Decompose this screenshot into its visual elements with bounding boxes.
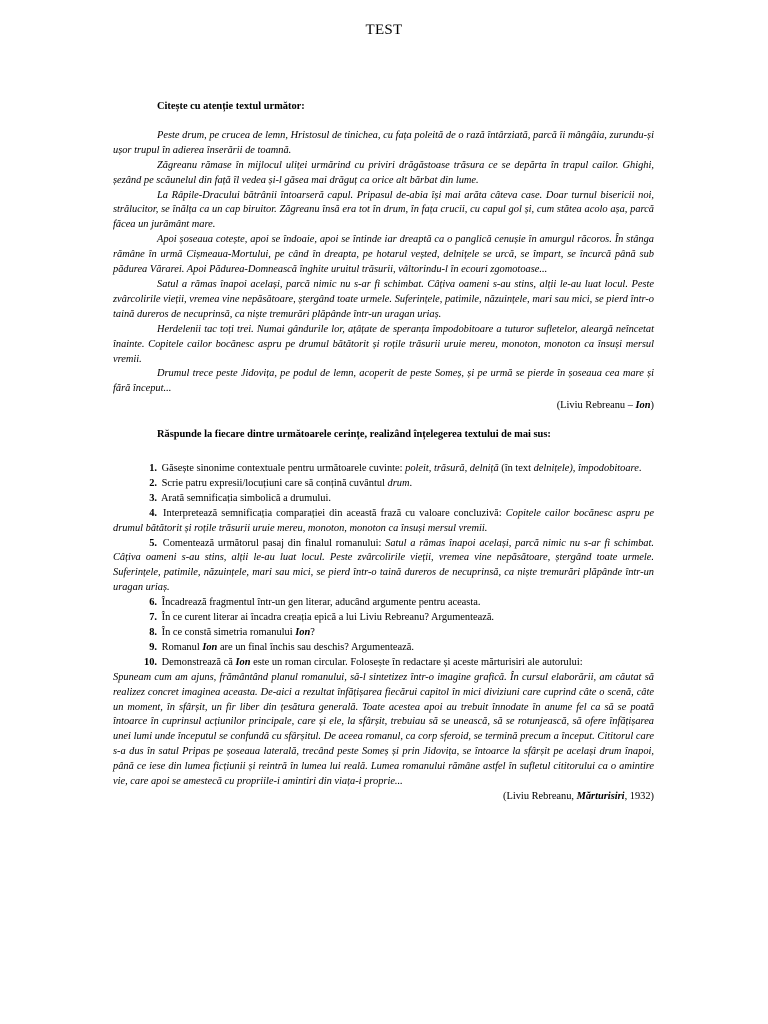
excerpt-paragraph: Peste drum, pe crucea de lemn, Hristosul de tinichea, cu fața poleită de o rază întârziată, parcă îi mângâia, zurundu-și ușor trupul în adierea înserării de toamnă. — [113, 129, 654, 156]
reading-instruction: Citește cu atenție textul următor: — [157, 101, 305, 112]
question-text: delnițele), împodobitoare — [533, 463, 639, 475]
question-item — [113, 656, 654, 671]
question-text: Comentează următorul pasaj din finalul romanului: — [162, 537, 386, 549]
questions-list — [113, 462, 654, 671]
excerpt-paragraph: Apoi șoseaua cotește, apoi se îndoaie, apoi se întinde iar dreaptă ca o panglică cenușie în amurgul răcoros. În stânga rămâne în urmă Cișmeaua-Mortului, pe când în dreapta, pe hotarul veșted, delnițele se urcă, se împart, se încurcă până sub pădurea Vărarei. Apoi Pădurea-Domnească înghite uruitul trăsurii, vâltorindu-l în ecouri zgomotoase... — [113, 234, 654, 276]
question-text: poleit, trăsură, delniță — [405, 463, 499, 475]
question-item — [113, 462, 654, 477]
questions-instruction: Răspunde la fiecare dintre următoarele cerințe, realizând înțelegerea textului de mai sus: — [157, 429, 551, 441]
question-item — [113, 477, 654, 492]
question-text: Încadrează fragmentul într-un gen literar, aducând argumente pentru aceasta. — [161, 597, 481, 609]
question-item — [113, 611, 654, 626]
quote-source — [113, 790, 654, 805]
quote-source-suffix: , 1932) — [624, 790, 654, 802]
excerpt-paragraph: Zăgreanu rămase în mijlocul uliței urmărind cu priviri drăgăstoase trăsura ce se depărta în trapul cailor. Ghighi, șezând pe scăunelul din față îl vedea și-l găsea mai drăguț ca orice alt bărbat din lume. — [113, 159, 654, 186]
question-text: Scrie patru expresii/locuțiuni care să conțină cuvântul — [161, 477, 388, 489]
question-text: Satul a rămas înapoi același, parcă nimic nu s-ar fi schimbat. Câțiva oameni s-au stins, alții le-au luat locul. Peste zvârcolirile vieții, vremea vine nepăsătoare, ștergând toate urmele. Suferințele, patimile, năzuințele, mari sau mici, se pierd într-o taină dureros de necuprinsă, ca niște tremurări plăpânde într-un uragan uriaș. — [113, 537, 654, 594]
question-number: 2. — [149, 477, 157, 489]
document-body — [113, 100, 654, 805]
question-text: drum — [387, 477, 410, 489]
source-prefix: (Liviu Rebreanu – — [556, 400, 636, 412]
question-item — [113, 507, 654, 537]
excerpt-paragraph: La Râpile-Dracului bătrânii întoarseră capul. Pripasul de-abia își mai arăta câteva case. Doar turnul bisericii noi, strălucitor, se înălța ca un cap biruitor. Zăgreanu însă era tot în drum, în fața crucii, cu capul gol și, cum stătea acolo așa, parcă făcea un jurământ mare. — [113, 189, 654, 231]
question-text: Romanul — [161, 641, 203, 653]
quote-source-prefix: (Liviu Rebreanu, — [503, 790, 577, 802]
author-quote: Spuneam cum am ajuns, frământând planul romanului, să-l sintetizez într-o imagine grafică. În cursul elaborării, am căutat să realizez concret imaginea aceasta. De-aici a rezultat înfățișarea fiecărui capitol în mici diviziuni care cuprind câte o scenă, câte un moment, în sfârșit, un fir liber din țesătura generală. Toate acestea apoi au trebuit înnodate în anume fel ca să se poată întoarce în cuprinsul acțiunilor principale, care și ele, la sfârșit, trebuiau să se unească, să se rotunjească, să ofere înfățișarea unei lumi unde începutul se confundă cu sfârșitul. De aceea romanul, ca corp sferoid, se termină precum a început. Cititorul care s-a dus în satul Pripas pe șoseaua laterală, trecând peste Someș și prin Jidovița, se întoarce la sfârșit pe același drum înapoi, până ce iese din lumea ficțiunii și reintră în lumea lui reală. Lumea romanului rămâne astfel în sufletul cititorului ca o amintire vie, care apoi se amestecă cu propriile-i amintiri din viața-i proprie... — [113, 671, 654, 788]
question-number: 1. — [149, 463, 157, 475]
question-text: . — [409, 477, 413, 489]
question-text: ? — [310, 627, 315, 638]
question-text: Ion — [295, 627, 311, 638]
source-suffix: ) — [650, 400, 654, 412]
question-number: 4. — [149, 507, 157, 519]
excerpt-paragraph: Satul a rămas înapoi același, parcă nimic nu s-ar fi schimbat. Câțiva oameni s-au stins, alții le-au luat locul. Peste zvârcolirile vieții, vremea vine nepăsătoare, ștergând toate urmele. Suferințele, patimile, năzuințele, mari sau mici, se pierd într-o taină dureros de necuprinsă, ca niște tremurări plăpânde într-un uragan uriaș. — [113, 278, 654, 320]
excerpt-paragraph: Herdelenii tac toți trei. Numai gândurile lor, ațâțate de speranța împodobitoare a tuturor sufletelor, aleargă neîncetat înainte. Copitele cailor bocănesc aspru pe drumul bătătorit și roțile trăsurii uruie mereu, monoton, monoton ca însuși mersul vremii. — [113, 323, 654, 365]
question-text: Demonstrează că — [161, 656, 236, 668]
question-text: Interpretează semnificația comparației din această frază cu valoare concluzivă: — [163, 507, 506, 519]
question-text: . — [638, 463, 642, 475]
question-text: Ion — [235, 656, 251, 668]
question-text: Ion — [202, 641, 218, 653]
question-text: este un roman circular. Folosește în redactare și aceste mărturisiri ale autorului: — [250, 656, 583, 668]
question-text: În ce curent literar ai încadra creația epică a lui Liviu Rebreanu? Argumentează. — [161, 612, 495, 624]
question-item — [113, 641, 654, 656]
question-number: 8. — [149, 627, 157, 638]
literary-excerpt — [113, 129, 654, 397]
question-text: (în text — [498, 463, 534, 475]
question-number: 9. — [149, 641, 157, 653]
question-item — [113, 537, 654, 597]
question-text: Găsește sinonime contextuale pentru următoarele cuvinte: — [161, 463, 406, 475]
question-text: Copitele cailor bocănesc aspru pe drumul bătătorit și roțile trăsurii uruie mereu, monoton, monoton ca însuși mersul vremii. — [113, 507, 654, 534]
question-text: are un final închis sau deschis? Argumentează. — [217, 641, 414, 653]
excerpt-source — [113, 399, 654, 414]
question-item — [113, 626, 654, 641]
question-number: 3. — [149, 492, 157, 504]
source-work: Ion — [635, 400, 651, 412]
question-number: 5. — [149, 537, 157, 549]
question-number: 6. — [149, 597, 157, 609]
page-title: TEST — [365, 22, 403, 38]
question-item — [113, 596, 654, 611]
quote-source-work: Mărturisiri — [576, 790, 625, 802]
question-number: 10. — [144, 656, 157, 668]
excerpt-paragraph: Drumul trece peste Jidovița, pe podul de lemn, acoperit de peste Someș, și pe urmă se pierde în șoseaua cea mare și fără început... — [113, 368, 654, 395]
question-item — [113, 492, 654, 507]
question-text: Arată semnificația simbolică a drumului. — [161, 492, 331, 504]
question-text: În ce constă simetria romanului — [161, 627, 296, 638]
question-number: 7. — [149, 612, 157, 624]
